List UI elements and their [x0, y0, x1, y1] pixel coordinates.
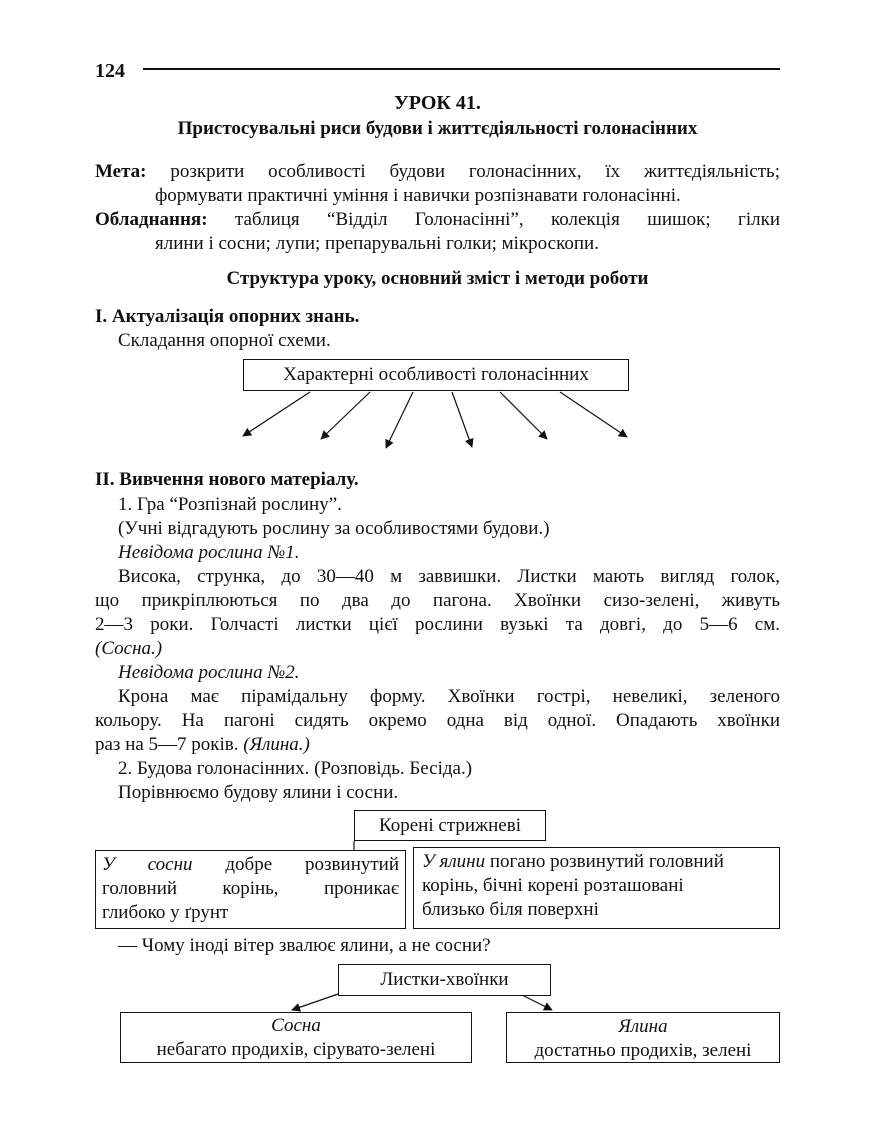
scheme-arrow [452, 392, 472, 447]
goal-label: Мета: [95, 161, 147, 182]
game-note: (Учні відгадують рослину за особливостями будови.) [118, 518, 550, 539]
scheme-box: Характерні особливості голонасінних [243, 359, 629, 391]
plant2-line-2: кольору. На пагоні сидять окремо одна від одної. Опадають хвоїнки [95, 710, 780, 731]
pine-needles-box [120, 1012, 472, 1063]
pine-needles-text: небагато продихів, сірувато-зелені [156, 1039, 436, 1060]
equipment-line-2: ялини і сосни; лупи; препарувальні голки; мікроскопи. [155, 233, 599, 254]
plant2-answer: (Ялина.) [243, 734, 310, 755]
plant2-line-1: Крона має пірамідальну форму. Хвоїнки гострі, невеликі, зеленого [118, 686, 780, 707]
plant1-line-2: що прикріплюються по два до пагона. Хвоїнки сизо-зелені, живуть [95, 590, 780, 611]
pine-roots-line-2: головний корінь, проникає [102, 878, 399, 899]
plant2-text-3: раз на 5—7 років. [95, 734, 239, 755]
needles-box: Листки-хвоїнки [338, 964, 551, 996]
plant2-label: Невідома рослина №2. [118, 662, 300, 683]
goal-text-1: розкрити особливості будови голонасінних, їх життєдіяльність; [170, 161, 780, 182]
spruce-roots-line-2: корінь, бічні корені розташовані [422, 875, 684, 896]
lesson-title: УРОК 41. [394, 92, 481, 114]
spruce-roots-line-3: близько біля поверхні [422, 899, 599, 920]
pine-roots-text-1: добре розвинутий [225, 854, 399, 875]
roots-box: Корені стрижневі [354, 810, 546, 841]
scheme-arrow [243, 392, 310, 436]
question-text: — Чому іноді вітер звалює ялини, а не сосни? [118, 935, 491, 956]
lesson-subtitle: Пристосувальні риси будови і життєдіяльності голонасінних [177, 118, 698, 139]
spruce-roots-box [413, 847, 780, 929]
section1-text: Складання опорної схеми. [118, 330, 331, 351]
structure-item: 2. Будова голонасінних. (Розповідь. Бесіда.) [118, 758, 473, 779]
page-number: 124 [95, 60, 125, 82]
pine-needles-title: Сосна [271, 1015, 321, 1036]
scheme-arrow [560, 392, 627, 437]
scheme-arrow [321, 392, 370, 439]
spruce-roots-text-1: погано розвинутий головний [489, 851, 724, 872]
plant1-line-3: 2—3 роки. Голчасті листки цієї рослини вузькі та довгі, до 5—6 см. [95, 614, 780, 635]
spruce-roots-em: У ялини [422, 851, 486, 872]
needles-arrow-left [292, 994, 338, 1010]
plant1-line-1: Висока, струнка, до 30—40 м заввишки. Листки мають вигляд голок, [118, 566, 780, 587]
equipment-text-1: таблиця “Відділ Голонасінні”, колекція шишок; гілки [234, 209, 781, 230]
spruce-roots-line-1 [422, 850, 771, 874]
needles-arrow-right [520, 994, 552, 1010]
plant2-line-3 [95, 733, 310, 757]
spruce-needles-text: достатньо продихів, зелені [534, 1040, 752, 1061]
spruce-needles-box [506, 1012, 780, 1063]
pine-roots-line-1 [102, 853, 399, 877]
game-title: 1. Гра “Розпізнай рослину”. [118, 494, 342, 515]
plant1-answer: (Сосна.) [95, 638, 163, 659]
section1-heading: I. Актуалізація опорних знань. [95, 306, 360, 327]
equipment-label: Обладнання: [95, 209, 208, 230]
section2-heading: II. Вивчення нового матеріалу. [95, 469, 359, 490]
structure-heading: Структура уроку, основний зміст і методи роботи [226, 268, 649, 289]
scheme-arrow [386, 392, 413, 448]
pine-roots-box [95, 850, 406, 929]
spruce-needles-title: Ялина [618, 1016, 668, 1037]
goal-line-2: формувати практичні уміння і навички розпізнавати голонасінні. [155, 185, 681, 206]
pine-roots-line-3: глибоко у ґрунт [102, 902, 229, 923]
compare-text: Порівнюємо будову ялини і сосни. [118, 782, 399, 803]
scheme-arrow [500, 392, 547, 439]
plant1-label: Невідома рослина №1. [118, 542, 300, 563]
pine-roots-em: У сосни [102, 854, 193, 875]
